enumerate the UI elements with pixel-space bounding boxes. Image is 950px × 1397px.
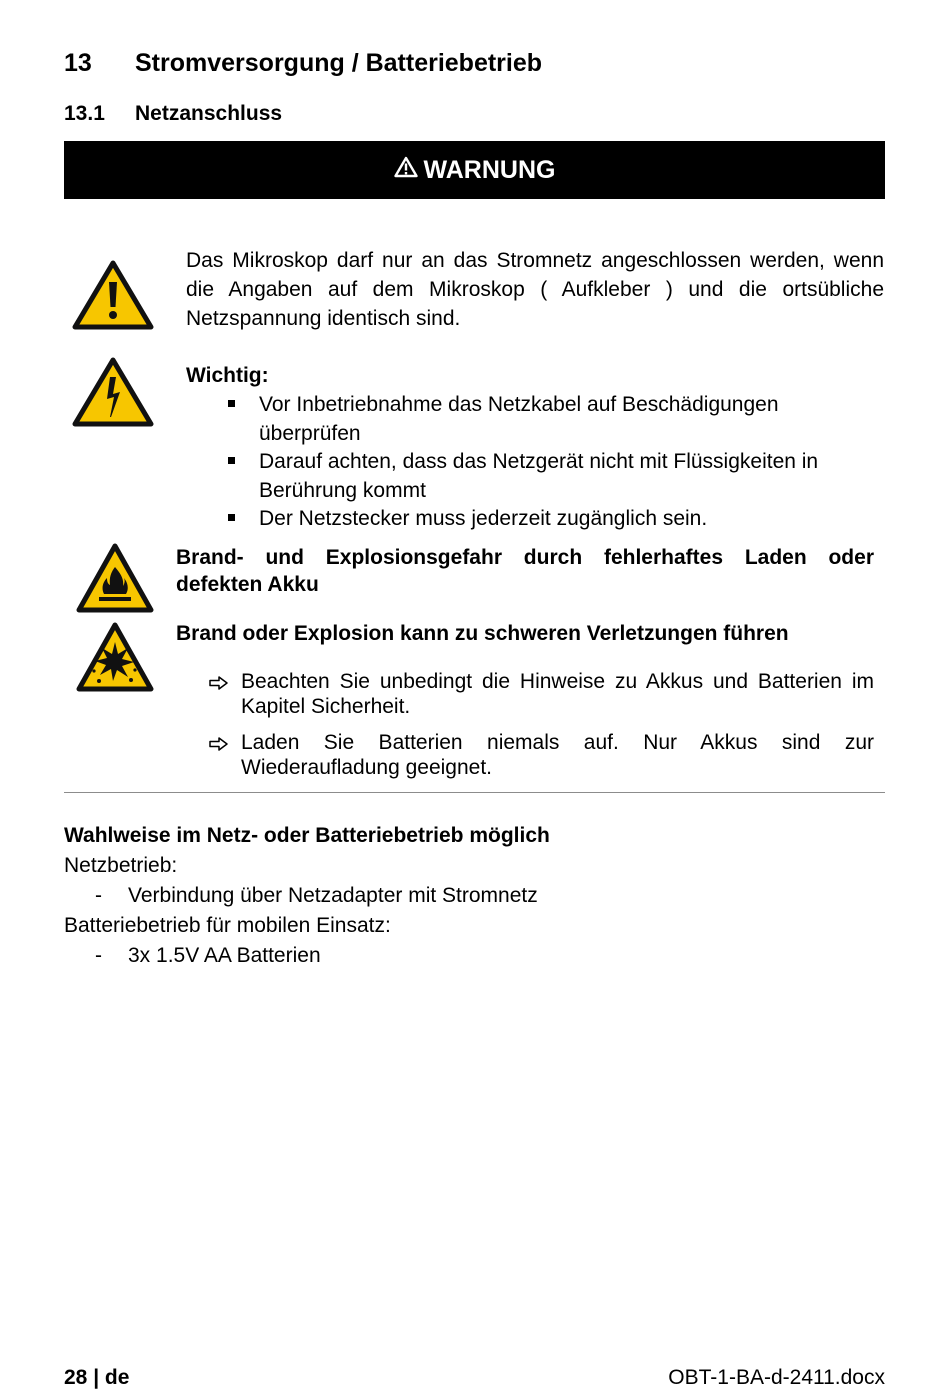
- hazard-title-line2: defekten Akku: [176, 573, 319, 596]
- warning-banner: [64, 141, 885, 199]
- warning-intro: Das Mikroskop darf nur an das Stromnetz angeschlossen werden, wenn die Angaben auf dem Mikroskop ( Aufkleber ) und die ortsübliche Netzspannung identisch sind.: [186, 249, 884, 330]
- action-1-line2: Kapitel Sicherheit.: [241, 695, 411, 718]
- important-title: Wichtig:: [186, 364, 269, 387]
- battery-item: 3x 1.5V AA Batterien: [128, 944, 321, 967]
- chapter-title: Stromversorgung / Batteriebetrieb: [135, 49, 543, 77]
- bullet-icon: [228, 400, 235, 407]
- bullet-icon: [228, 457, 235, 464]
- dash-bullet: -: [95, 944, 102, 967]
- hazard-consequence: Brand oder Explosion kann zu schweren Verletzungen führen: [176, 622, 789, 645]
- section-divider: [64, 792, 885, 793]
- dash-bullet: -: [95, 884, 102, 907]
- operation-heading: Wahlweise im Netz- oder Batteriebetrieb möglich: [64, 824, 550, 847]
- electric-shock-icon: [72, 357, 154, 432]
- bullet-icon: [228, 514, 235, 521]
- explosive-icon: [76, 622, 154, 697]
- warning-label: WARNUNG: [423, 155, 556, 184]
- general-warning-icon: [72, 260, 154, 335]
- flammable-icon: [76, 543, 154, 618]
- arrow-bullet-icon: [208, 736, 230, 757]
- warning-triangle-icon: [394, 156, 424, 185]
- action-2-line1: Laden Sie Batterien niemals auf. Nur Akkus sind zur: [241, 731, 874, 754]
- battery-label: Batteriebetrieb für mobilen Einsatz:: [64, 914, 391, 937]
- section-title: Netzanschluss: [135, 102, 283, 125]
- important-item-3: Der Netzstecker muss jederzeit zugänglich sein.: [259, 507, 708, 530]
- document-name: OBT-1-BA-d-2411.docx: [668, 1366, 885, 1389]
- arrow-bullet-icon: [208, 675, 230, 696]
- important-item-1-line2: überprüfen: [259, 422, 361, 445]
- important-item-2-line1: Darauf achten, dass das Netzgerät nicht mit Flüssigkeiten in: [259, 450, 819, 473]
- chapter-number: 13: [64, 49, 92, 77]
- page-number: 28 | de: [64, 1366, 130, 1389]
- mains-label: Netzbetrieb:: [64, 854, 178, 877]
- important-item-1-line1: Vor Inbetriebnahme das Netzkabel auf Beschädigungen: [259, 393, 779, 416]
- action-1-line1: Beachten Sie unbedingt die Hinweise zu Akkus und Batterien im: [241, 670, 874, 693]
- section-number: 13.1: [64, 102, 105, 125]
- mains-item: Verbindung über Netzadapter mit Stromnetz: [128, 884, 538, 907]
- action-2-line2: Wiederaufladung geeignet.: [241, 756, 493, 779]
- important-item-2-line2: Berührung kommt: [259, 479, 426, 502]
- hazard-title-line1: Brand- und Explosionsgefahr durch fehlerhaftes Laden oder: [176, 546, 874, 569]
